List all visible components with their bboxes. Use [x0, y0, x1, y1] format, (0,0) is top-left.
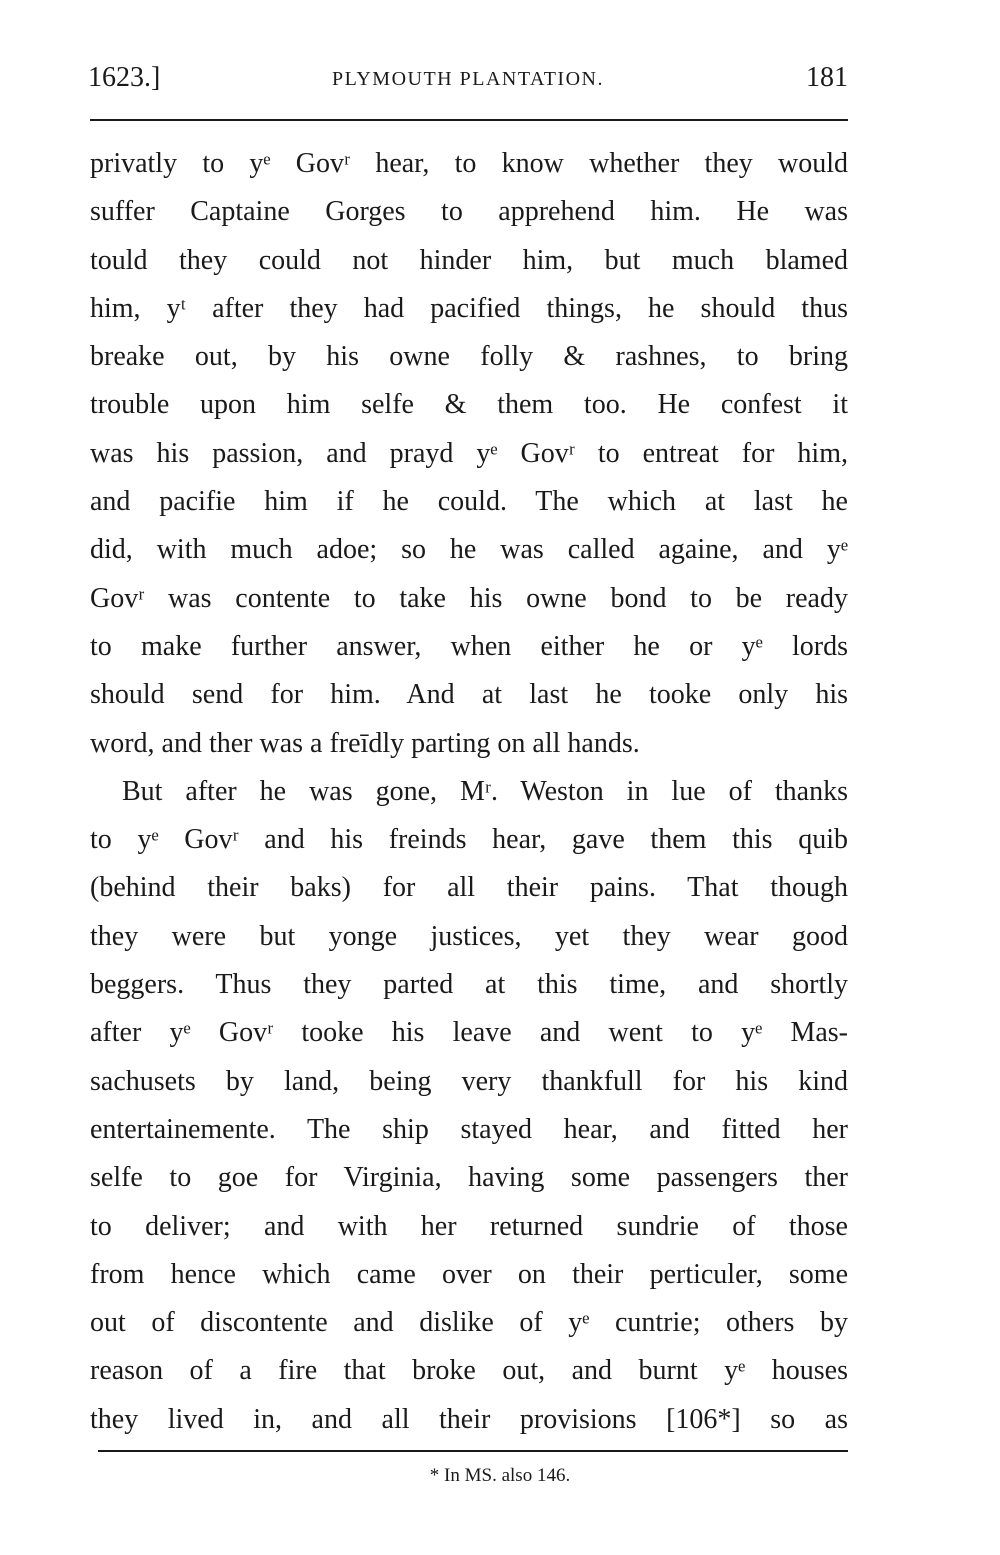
text-line: breake out, by his owne folly & rashnes, to bring [90, 341, 848, 373]
paragraph-2 [90, 768, 848, 1444]
page-header [88, 62, 848, 102]
text-line: was his passion, and prayd yᵉ Govʳ to entreat for him, [90, 437, 848, 469]
text-line: Govʳ was contente to take his owne bond to be ready [90, 582, 848, 614]
text-line: they lived in, and all their provisions [106*] so as [90, 1403, 848, 1435]
footnote: * In MS. also 146. [429, 1465, 571, 1486]
header-year: 1623.] [88, 62, 161, 93]
text-line: to deliver; and with her returned sundrie of those [90, 1210, 848, 1242]
text-line: sachusets by land, being very thankfull for his kind [90, 1065, 848, 1097]
text-line: (behind their baks) for all their pains. That though [90, 872, 848, 904]
text-line: to make further answer, when either he or yᵉ lords [90, 630, 848, 662]
text-line: trouble upon him selfe & them too. He confest it [90, 389, 848, 421]
text-line: suffer Captaine Gorges to apprehend him. He was [90, 196, 848, 228]
text-line: should send for him. And at last he tooke only his [90, 679, 848, 711]
text-line: after yᵉ Govʳ tooke his leave and went to yᵉ Mas- [90, 1017, 848, 1049]
text-line: him, yᵗ after they had pacified things, he should thus [90, 292, 848, 324]
text-line: from hence which came over on their perticuler, some [90, 1258, 848, 1290]
text-line: word, and ther was a freīdly parting on all hands. [90, 727, 640, 759]
header-rule [90, 119, 848, 121]
page-number: 181 [806, 62, 848, 93]
text-line: reason of a fire that broke out, and burnt yᵉ houses [90, 1355, 848, 1387]
running-title: PLYMOUTH PLANTATION. [332, 68, 604, 90]
text-line: privatly to yᵉ Govʳ hear, to know whether they would [90, 148, 848, 179]
paragraph-1 [90, 140, 848, 768]
text-line: to yᵉ Govʳ and his freinds hear, gave them this quib [90, 824, 848, 856]
body-text [90, 140, 848, 1444]
text-line: But after he was gone, Mʳ. Weston in lue of thanks [122, 775, 848, 807]
text-line: they were but yonge justices, yet they wear good [90, 920, 848, 952]
text-line: did, with much adoe; so he was called againe, and yᵉ [90, 534, 848, 566]
text-line: beggers. Thus they parted at this time, and shortly [90, 969, 848, 1001]
text-line: and pacifie him if he could. The which at last he [90, 486, 848, 518]
text-line: selfe to goe for Virginia, having some passengers ther [90, 1162, 848, 1194]
text-line: entertainemente. The ship stayed hear, and fitted her [90, 1113, 848, 1145]
text-line: out of discontente and dislike of yᵉ cuntrie; others by [90, 1307, 848, 1339]
text-line: tould they could not hinder him, but much blamed [90, 244, 848, 276]
footnote-rule [98, 1450, 848, 1452]
